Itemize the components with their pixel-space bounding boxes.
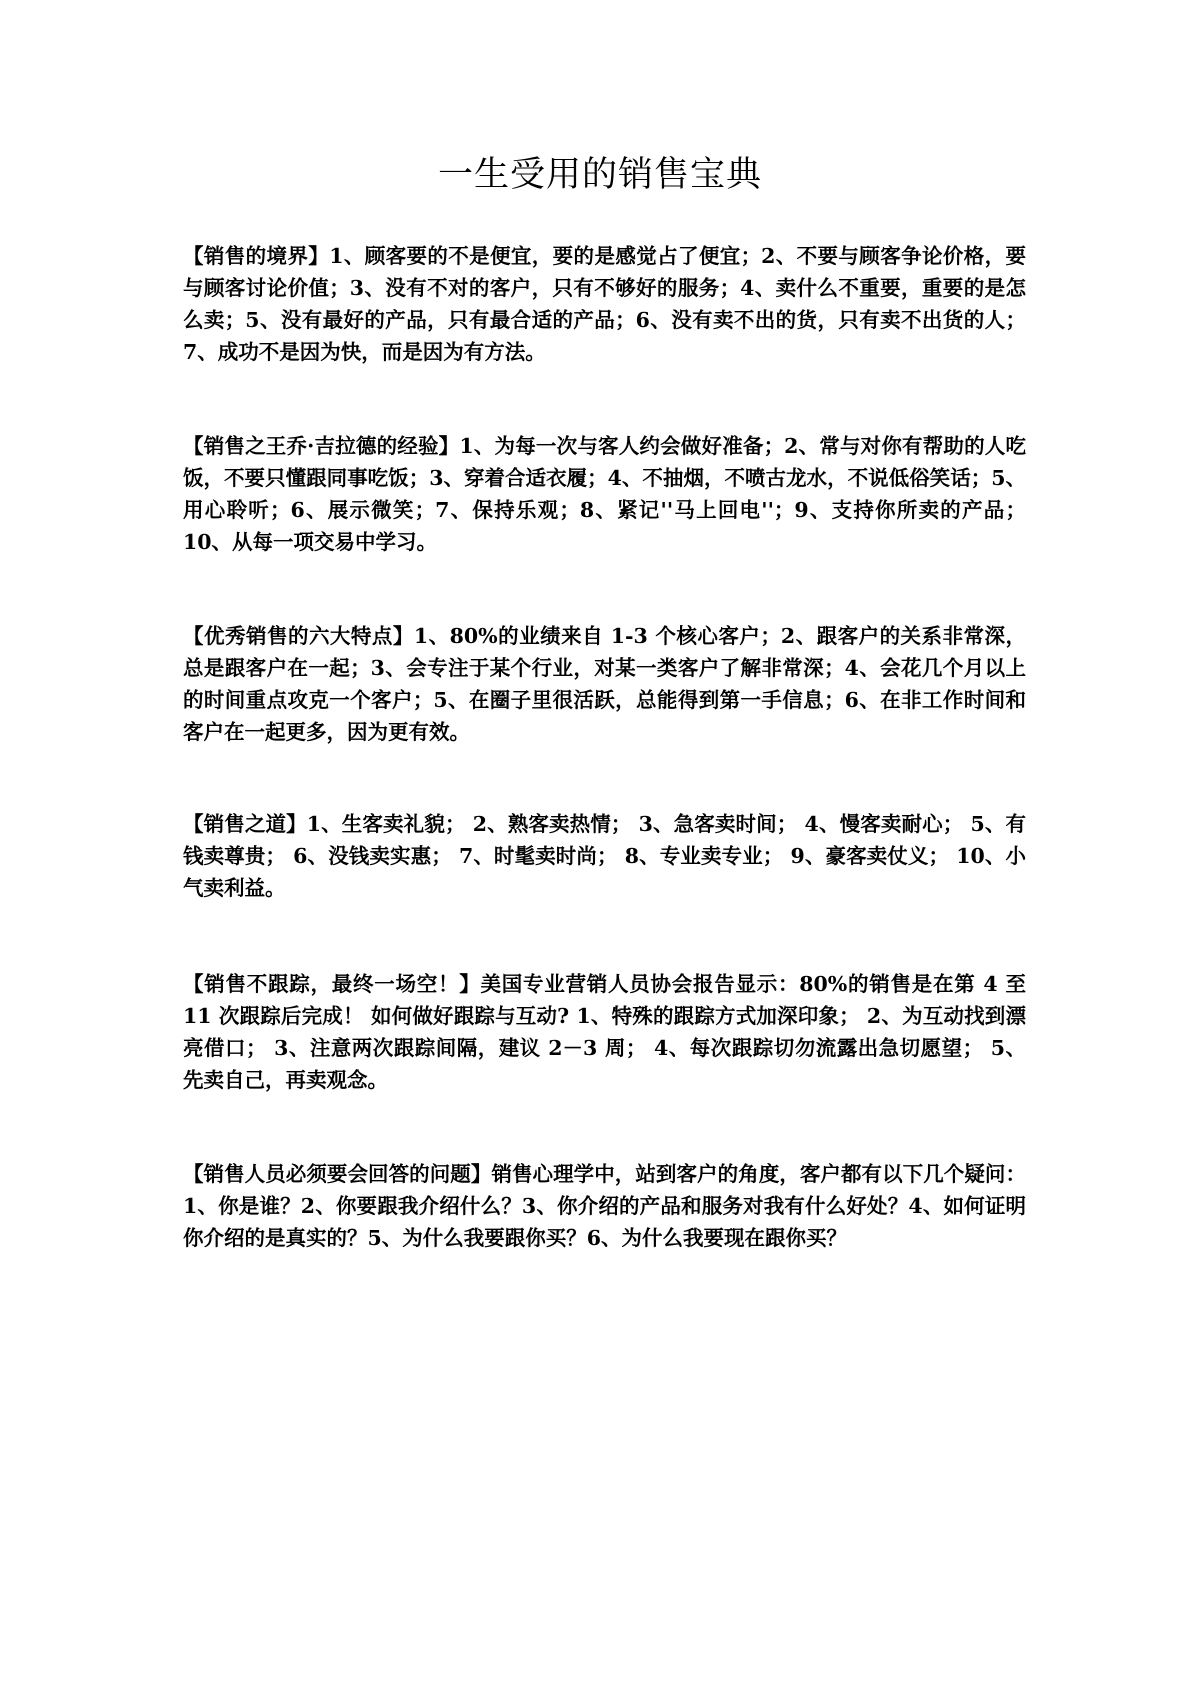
section-body: 销售心理学中，站到客户的角度，客户都有以下几个疑问：1、你是谁？2、你要跟我介绍什么？3、你介绍的产品和服务对我有什么好处？4、如何证明你介绍的是真实的？5、为什么我要跟你买？6、为什么我要现在跟你买？ [183,1162,1026,1250]
section-heading: 【销售之王乔·吉拉德的经验】 [183,434,460,458]
section-way-of-sales [183,808,1026,904]
section-joe-girard-experience [183,430,1026,558]
section-sales-realm [183,240,1026,368]
section-body: 美国专业营销人员协会报告显示：80%的销售是在第 4 至 11 次跟踪后完成！ 如何做好跟踪与互动? 1、特殊的跟踪方式加深印象； 2、为互动找到漂亮借口； 3、注意两次跟踪间隔，建议 2－3 周； 4、每次跟踪切勿流露出急切愿望； 5、先卖自己，再卖观念。 [183,972,1026,1092]
section-heading: 【销售不跟踪，最终一场空！】 [183,972,481,996]
section-heading: 【销售的境界】 [183,244,330,268]
section-body: 1、80%的业绩来自 1-3 个核心客户；2、跟客户的关系非常深，总是跟客户在一起；3、会专注于某个行业，对某一类客户了解非常深；4、会花几个月以上的时间重点攻克一个客户；5、在圈子里很活跃，总能得到第一手信息；6、在非工作时间和客户在一起更多，因为更有效。 [183,624,1027,744]
section-follow-up [183,968,1026,1096]
document-title: 一生受用的销售宝典 [437,155,762,195]
section-heading: 【销售之道】 [183,812,307,836]
section-body: 1、为每一次与客人约会做好准备；2、常与对你有帮助的人吃饭，不要只懂跟同事吃饭；3、穿着合适衣履；4、不抽烟，不喷古龙水，不说低俗笑话；5、用心聆听；6、展示微笑；7、保持乐观；8、紧记''马上回电''；9、支持你所卖的产品；10、从每一项交易中学习。 [183,434,1027,554]
section-body: 1、顾客要的不是便宜，要的是感觉占了便宜；2、不要与顾客争论价格，要与顾客讨论价值；3、没有不对的客户，只有不够好的服务；4、卖什么不重要，重要的是怎么卖；5、没有最好的产品，只有最合适的产品；6、没有卖不出的货，只有卖不出货的人；7、成功不是因为快，而是因为有方法。 [183,244,1026,364]
section-must-answer-questions [183,1158,1026,1254]
section-heading: 【销售人员必须要会回答的问题】 [183,1162,492,1186]
section-six-traits [183,620,1026,748]
section-heading: 【优秀销售的六大特点】 [183,624,414,648]
section-body: 1、生客卖礼貌； 2、熟客卖热情； 3、急客卖时间； 4、慢客卖耐心； 5、有钱卖尊贵； 6、没钱卖实惠； 7、时髦卖时尚； 8、专业卖专业； 9、豪客卖仗义； 10、小气卖利益。 [183,812,1027,900]
